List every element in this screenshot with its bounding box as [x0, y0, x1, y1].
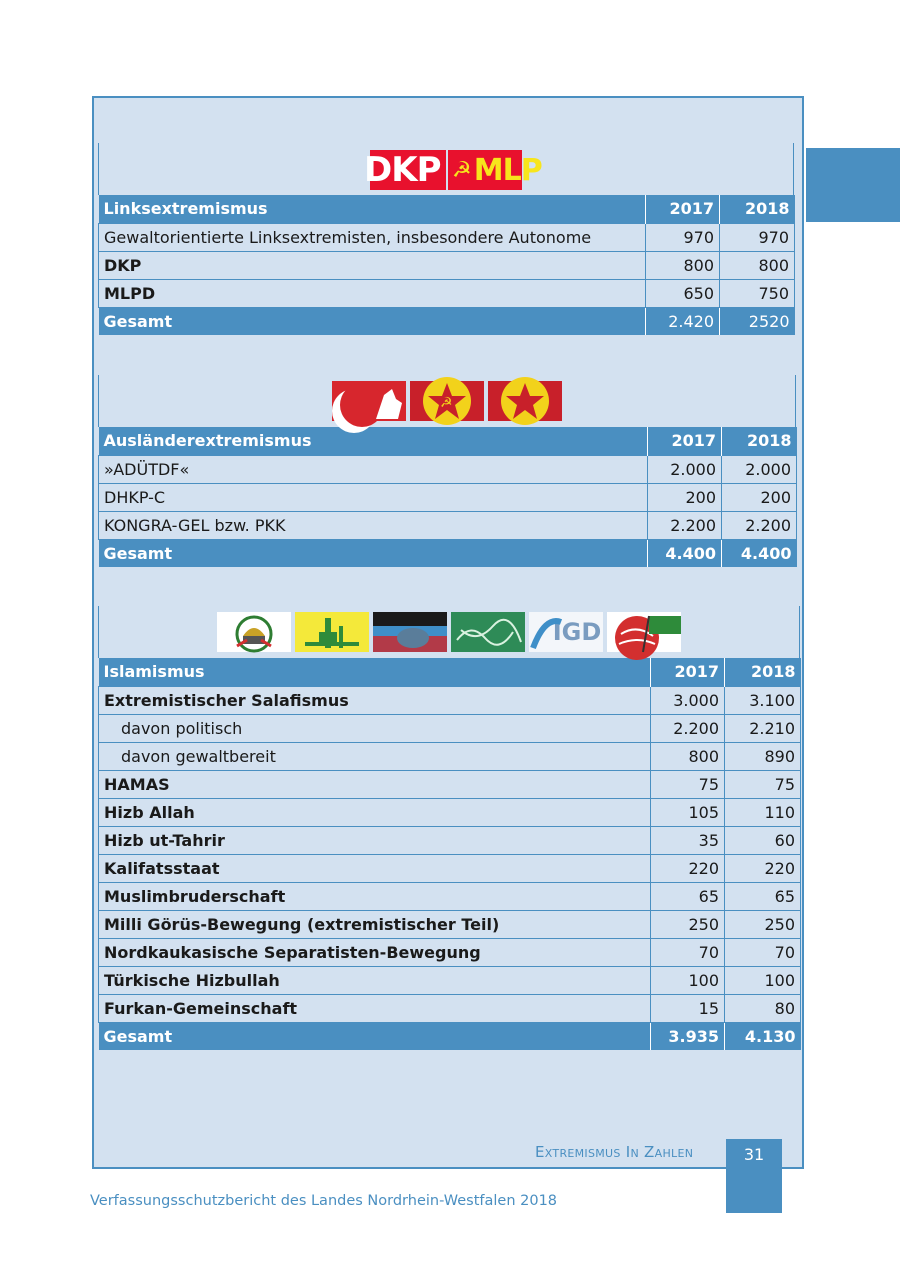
row-value-2018: 250 — [725, 910, 801, 938]
dkp-logo-text: DKP — [364, 150, 441, 190]
page-number: 31 — [726, 1139, 782, 1213]
calligraphy-banner-icon — [451, 612, 525, 652]
table-row — [99, 826, 801, 854]
row-value-2018: 80 — [725, 994, 801, 1022]
table-total-row — [99, 307, 795, 335]
dhkpc-logo — [410, 381, 484, 421]
header-2018: 2018 — [722, 427, 797, 455]
row-value-2018: 2.000 — [722, 455, 797, 483]
hammer-sickle-icon: ☭ — [452, 157, 472, 183]
total-2018: 4.130 — [725, 1022, 801, 1050]
header-label: Linksextremismus — [99, 195, 646, 223]
total-2017: 2.420 — [646, 307, 720, 335]
row-value-2018: 100 — [725, 966, 801, 994]
row-value-2017: 65 — [651, 882, 725, 910]
row-value-2018: 750 — [720, 279, 795, 307]
row-value-2017: 100 — [651, 966, 725, 994]
star-hammer-sickle-icon — [410, 381, 484, 421]
table-header-row — [99, 427, 797, 455]
table-row — [99, 910, 801, 938]
row-value-2018: 800 — [720, 251, 795, 279]
row-label: Furkan-Gemeinschaft — [99, 994, 651, 1022]
row-value-2018: 60 — [725, 826, 801, 854]
row-label: Kalifatsstaat — [99, 854, 651, 882]
row-value-2017: 105 — [651, 798, 725, 826]
table-row — [99, 994, 801, 1022]
globe-flag-icon — [607, 612, 681, 652]
dome-emblem-icon — [217, 612, 291, 652]
header-label: Islamismus — [99, 658, 651, 686]
mlpd-logo-text: MLP — [473, 152, 542, 188]
row-label: Türkische Hizbullah — [99, 966, 651, 994]
row-label: davon gewaltbereit — [99, 742, 651, 770]
row-value-2017: 800 — [651, 742, 725, 770]
total-label: Gesamt — [99, 307, 646, 335]
islam-logo-row — [98, 606, 800, 658]
table-total-row — [99, 1022, 801, 1050]
row-value-2018: 970 — [720, 223, 795, 251]
row-label: »ADÜTDF« — [99, 455, 648, 483]
igd-logo — [529, 612, 603, 652]
table-row — [99, 511, 797, 539]
row-label: HAMAS — [99, 770, 651, 798]
milli-goerues-logo — [607, 612, 681, 652]
hamas-logo — [217, 612, 291, 652]
table-row — [99, 938, 801, 966]
row-value-2017: 220 — [651, 854, 725, 882]
table-header-row — [99, 658, 801, 686]
section-footer-title: Extremismus In Zahlen — [535, 1143, 694, 1161]
row-label: Milli Görüs-Bewegung (extremistischer Teil) — [99, 910, 651, 938]
wolf-crescent-icon — [332, 381, 406, 421]
red-star-icon — [488, 381, 562, 421]
row-value-2017: 250 — [651, 910, 725, 938]
row-value-2017: 2.000 — [648, 455, 722, 483]
table-total-row — [99, 539, 797, 567]
row-value-2018: 890 — [725, 742, 801, 770]
table-row — [99, 770, 801, 798]
chapter-tab-marker — [806, 148, 900, 222]
table-row — [99, 686, 801, 714]
table-row — [99, 223, 795, 251]
total-2018: 4.400 — [722, 539, 797, 567]
header-2017: 2017 — [646, 195, 720, 223]
header-2018: 2018 — [725, 658, 801, 686]
row-label: KONGRA-GEL bzw. PKK — [99, 511, 648, 539]
hizb-ut-tahrir-logo — [451, 612, 525, 652]
row-value-2017: 800 — [646, 251, 720, 279]
table-row — [99, 279, 795, 307]
auslaender-logo-row — [98, 375, 796, 427]
row-value-2017: 35 — [651, 826, 725, 854]
kalifatsstaat-logo — [373, 612, 447, 652]
islam-table — [98, 658, 801, 1050]
row-label: DHKP-C — [99, 483, 648, 511]
table-row — [99, 742, 801, 770]
arc-icon — [531, 612, 561, 652]
auslaender-block — [98, 375, 796, 567]
row-value-2017: 75 — [651, 770, 725, 798]
row-value-2017: 650 — [646, 279, 720, 307]
raised-fist-icon — [295, 612, 369, 652]
links-logo-row — [98, 143, 794, 195]
row-label: Hizb Allah — [99, 798, 651, 826]
publication-caption: Verfassungsschutzbericht des Landes Nordrhein-Westfalen 2018 — [90, 1193, 558, 1209]
row-value-2018: 220 — [725, 854, 801, 882]
dkp-logo — [364, 150, 446, 190]
hizb-allah-logo — [295, 612, 369, 652]
row-value-2018: 75 — [725, 770, 801, 798]
row-value-2017: 2.200 — [648, 511, 722, 539]
row-label: Hizb ut-Tahrir — [99, 826, 651, 854]
row-label: Muslimbruderschaft — [99, 882, 651, 910]
row-label: Nordkaukasische Separatisten-Bewegung — [99, 938, 651, 966]
row-value-2017: 70 — [651, 938, 725, 966]
row-value-2018: 65 — [725, 882, 801, 910]
row-value-2017: 200 — [648, 483, 722, 511]
bozkurt-logo — [332, 381, 406, 421]
row-value-2018: 3.100 — [725, 686, 801, 714]
row-label: DKP — [99, 251, 646, 279]
links-table — [98, 195, 795, 335]
header-2017: 2017 — [651, 658, 725, 686]
row-label: Extremistischer Salafismus — [99, 686, 651, 714]
total-2017: 3.935 — [651, 1022, 725, 1050]
table-row — [99, 714, 801, 742]
islam-block — [98, 606, 800, 1050]
pkk-logo — [488, 381, 562, 421]
row-value-2018: 110 — [725, 798, 801, 826]
row-value-2017: 970 — [646, 223, 720, 251]
total-2018: 2520 — [720, 307, 795, 335]
table-row — [99, 966, 801, 994]
table-header-row — [99, 195, 795, 223]
row-value-2018: 200 — [722, 483, 797, 511]
row-label: Gewaltorientierte Linksextremisten, insbesondere Autonome — [99, 223, 646, 251]
header-2018: 2018 — [720, 195, 795, 223]
total-2017: 4.400 — [648, 539, 722, 567]
mlpd-logo — [448, 150, 542, 190]
header-label: Ausländerextremismus — [99, 427, 648, 455]
links-block — [98, 143, 794, 335]
svg-text:☭: ☭ — [440, 395, 453, 411]
total-label: Gesamt — [99, 539, 648, 567]
row-label: davon politisch — [99, 714, 651, 742]
table-row — [99, 882, 801, 910]
table-row — [99, 854, 801, 882]
row-value-2017: 15 — [651, 994, 725, 1022]
row-value-2018: 2.200 — [722, 511, 797, 539]
row-value-2018: 70 — [725, 938, 801, 966]
igd-logo-text: IGD — [552, 618, 602, 646]
auslaender-table — [98, 427, 797, 567]
row-value-2018: 2.210 — [725, 714, 801, 742]
row-value-2017: 3.000 — [651, 686, 725, 714]
table-row — [99, 798, 801, 826]
row-value-2017: 2.200 — [651, 714, 725, 742]
row-label: MLPD — [99, 279, 646, 307]
total-label: Gesamt — [99, 1022, 651, 1050]
table-row — [99, 455, 797, 483]
black-banner-icon — [373, 612, 447, 652]
table-row — [99, 251, 795, 279]
header-2017: 2017 — [648, 427, 722, 455]
table-row — [99, 483, 797, 511]
